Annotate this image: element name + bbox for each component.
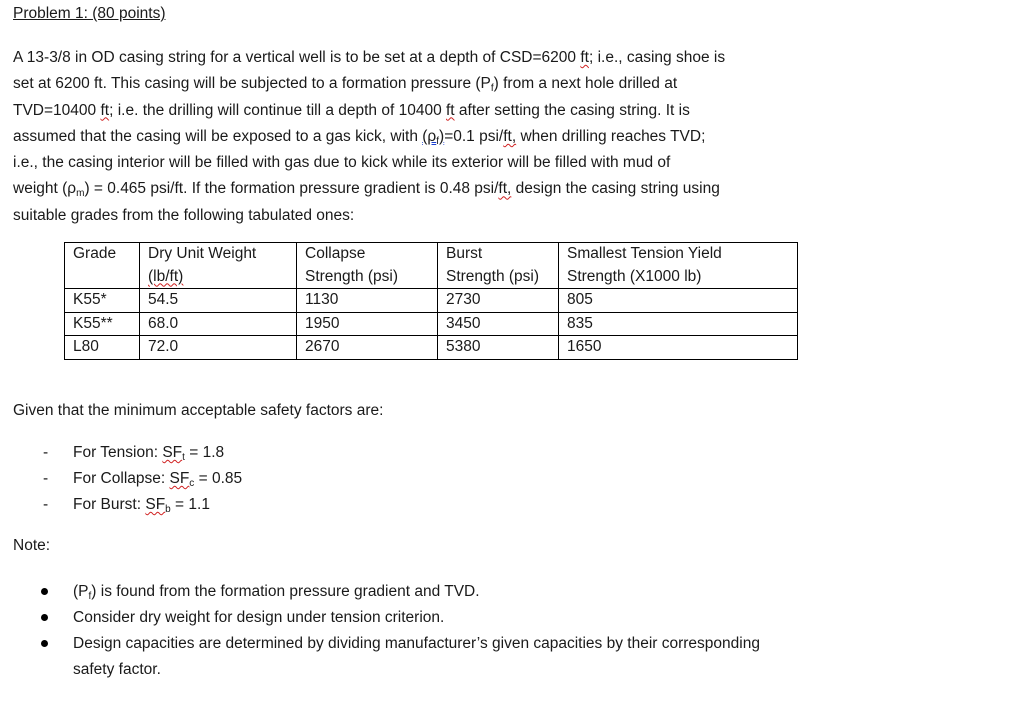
table-cell: 72.0: [140, 336, 297, 360]
table-header-row: [65, 243, 798, 289]
table-cell: 54.5: [140, 289, 297, 313]
list-item: - For Tension: $SF_t = 1.8$: [43, 444, 225, 463]
list-item: - For Burst: $SF_b = 1.1$: [43, 496, 210, 515]
note-label: Note:: [13, 537, 51, 554]
header-burst-strength: Burst Strength (psi): [438, 243, 559, 289]
statement-line: weight $(\rho_m) = 0.465$ psi/ft. If the formation pressure gradient is 0.48 psi/ft, design the casing string using: [13, 180, 720, 200]
list-item: Consider dry weight for design under tension criterion.: [41, 605, 761, 631]
table-cell: 5380: [438, 336, 559, 360]
statement-line: TVD=10400 ft; i.e. the drilling will continue till a depth of 10400 ft after setting the casing string. It is: [13, 101, 690, 119]
list-item: $(P_f)$ is found from the formation pressure gradient and TVD.: [41, 579, 761, 605]
statement-line: suitable grades from the following tabulated ones:: [13, 206, 355, 224]
notes-list: [41, 579, 761, 683]
header-collapse-strength: Collapse Strength (psi): [297, 243, 438, 289]
table-cell: K55*: [65, 289, 140, 313]
list-item: Design capacities are determined by dividing manufacturer’s given capacities by their corresponding safety factor.: [41, 631, 761, 683]
bullet-icon: [41, 588, 48, 595]
statement-line: i.e., the casing interior will be filled with gas due to kick while its exterior will be filled with mud of: [13, 154, 671, 172]
statement-line: assumed that the casing will be exposed to a gas kick, with $(\rho_f)=0.1$ psi/ft, when drilling reaches TVD;: [13, 127, 706, 147]
bullet-icon: [41, 640, 48, 647]
casing-grades-table: [64, 242, 798, 360]
bullet-icon: [41, 614, 48, 621]
table-cell: 1650: [559, 336, 798, 360]
table-cell: 835: [559, 312, 798, 336]
table-row: [65, 289, 798, 313]
table-cell: 68.0: [140, 312, 297, 336]
given-text: Given that the minimum acceptable safety factors are:: [13, 402, 384, 419]
table-row: [65, 312, 798, 336]
list-item: - For Collapse: $SF_c = 0.85$: [43, 470, 243, 489]
table-row: [65, 336, 798, 360]
table-cell: L80: [65, 336, 140, 360]
table-cell: 805: [559, 289, 798, 313]
header-dry-unit-weight: Dry Unit Weight (lb/ft): [140, 243, 297, 289]
table-cell: K55**: [65, 312, 140, 336]
statement-line: A 13-3/8 in OD casing string for a vertical well is to be set at a depth of CSD=6200 ft; i.e., casing shoe is: [13, 49, 726, 66]
statement-line: set at 6200 ft. This casing will be subjected to a formation pressure $(P_f)$ from a next hole drilled at: [13, 75, 678, 95]
table-cell: 1950: [297, 312, 438, 336]
table-cell: 2670: [297, 336, 438, 360]
table-cell: 3450: [438, 312, 559, 336]
problem-statement: [13, 45, 803, 229]
problem-title: Problem 1: (80 points): [13, 5, 166, 22]
table-cell: 2730: [438, 289, 559, 313]
header-tension-yield: Smallest Tension Yield Strength (X1000 lb): [559, 243, 798, 289]
header-grade: Grade: [65, 243, 140, 289]
table-cell: 1130: [297, 289, 438, 313]
safety-factor-list: [43, 443, 242, 521]
